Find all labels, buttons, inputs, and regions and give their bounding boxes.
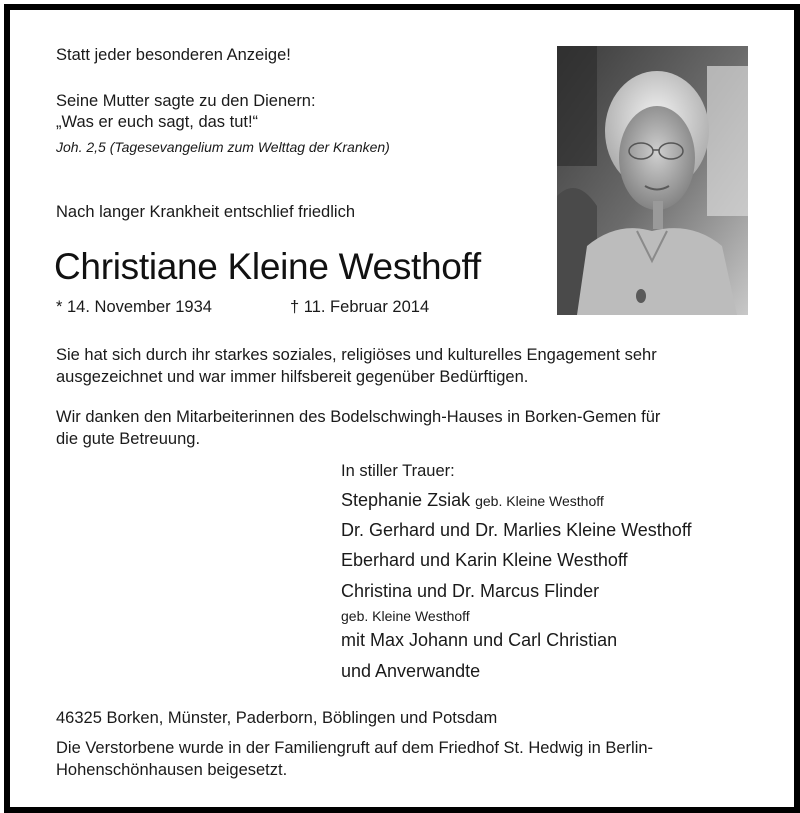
burial-line-2: Hohenschönhausen beigesetzt. xyxy=(56,761,288,779)
mourner-name: Stephanie Zsiak xyxy=(341,490,471,510)
paragraph-2-line-1: Wir danken den Mitarbeiterinnen des Bodelschwingh-Hauses in Borken-Gemen für xyxy=(56,408,661,426)
birth-date: * 14. November 1934 xyxy=(56,298,212,316)
mourner-2: Dr. Gerhard und Dr. Marlies Kleine Westhoff xyxy=(341,520,692,540)
places-text: 46325 Borken, Münster, Paderborn, Böblingen und Potsdam xyxy=(56,709,498,727)
paragraph-2-line-2: die gute Betreuung. xyxy=(56,430,201,448)
intro-text: Statt jeder besonderen Anzeige! xyxy=(56,46,291,64)
death-date: † 11. Februar 2014 xyxy=(290,298,430,316)
mourner-note: geb. Kleine Westhoff xyxy=(475,493,604,509)
mourning-heading: In stiller Trauer: xyxy=(341,462,455,480)
lead-text: Nach langer Krankheit entschlief friedlich xyxy=(56,203,355,221)
mourner-4: Christina und Dr. Marcus Flinder xyxy=(341,581,600,601)
quote-line-2: „Was er euch sagt, das tut!“ xyxy=(56,113,259,131)
mourner-3: Eberhard und Karin Kleine Westhoff xyxy=(341,550,628,570)
portrait-photo xyxy=(557,46,748,315)
quote-line-1: Seine Mutter sagte zu den Dienern: xyxy=(56,92,316,110)
mourner-5: mit Max Johann und Carl Christian xyxy=(341,630,618,650)
mourner-6: und Anverwandte xyxy=(341,661,481,681)
mourner-1 xyxy=(341,490,604,511)
quote-source: Joh. 2,5 (Tagesevangelium zum Welttag der Kranken) xyxy=(56,139,390,155)
mourner-4-note: geb. Kleine Westhoff xyxy=(341,608,470,624)
paragraph-1-line-2: ausgezeichnet und war immer hilfsbereit gegenüber Bedürftigen. xyxy=(56,368,529,386)
deceased-name: Christiane Kleine Westhoff xyxy=(54,246,481,287)
burial-line-1: Die Verstorbene wurde in der Familiengruft auf dem Friedhof St. Hedwig in Berlin- xyxy=(56,739,654,757)
paragraph-1-line-1: Sie hat sich durch ihr starkes soziales, religiöses und kulturelles Engagement sehr xyxy=(56,346,657,364)
